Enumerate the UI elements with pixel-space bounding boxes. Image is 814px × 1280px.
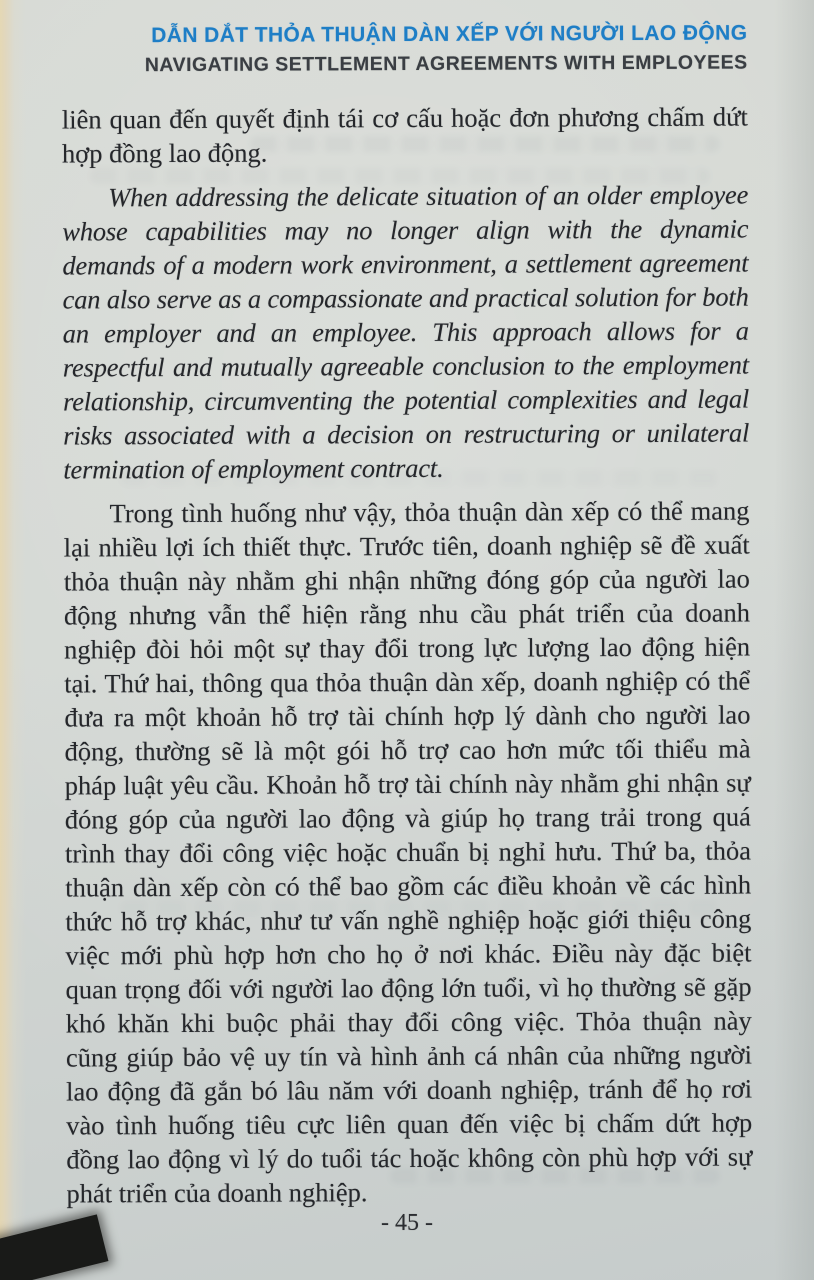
paragraph: When addressing the delicate situation of an older employee whose capabilities may no longer align with the dynamic demands of a modern work environment, a settlement agreement can also serve as a compassionate and practical solution for both an employer and an employee. This approach allows for a respectful and mutually agreeable conclusion to the employment relationship, circumventing the potential complexities and legal risks associated with a decision on restructuring or unilateral termination of employment contract. — [62, 179, 750, 485]
paragraph: liên quan đến quyết định tái cơ cấu hoặc đơn phương chấm dứt hợp đồng lao động. — [61, 101, 748, 169]
paragraph: Trong tình huống như vậy, thỏa thuận dàn xếp có thể mang lại nhiều lợi ích thiết thực. Trước tiên, doanh nghiệp sẽ đề xuất thỏa thuận này nhằm ghi nhận những đóng góp của người lao động nhưng vẫn thể hiện rằng nhu cầu phát triển của doanh nghiệp đòi hỏi một sự thay đổi trong lực lượng lao động hiện tại. Thứ hai, thông qua thỏa thuận dàn xếp, doanh nghiệp có thể đưa ra một khoản hỗ trợ tài chính hợp lý dành cho người lao động, thường sẽ là một gói hỗ trợ cao hơn mức tối thiểu mà pháp luật yêu cầu. Khoản hỗ trợ tài chính này nhằm ghi nhận sự đóng góp của người lao động và giúp họ trang trải trong quá trình thay đổi công việc hoặc chuẩn bị nghỉ hưu. Thứ ba, thỏa thuận dàn xếp còn có thể bao gồm các điều khoản về các hình thức hỗ trợ khác, như tư vấn nghề nghiệp hoặc giới thiệu công việc mới phù hợp hơn cho họ ở nơi khác. Điều này đặc biệt quan trọng đối với người lao động lớn tuổi, vì họ thường sẽ gặp khó khăn khi buộc phải thay đổi công việc. Thỏa thuận này cũng giúp bảo vệ uy tín và hình ảnh cá nhân của những người lao động đã gắn bó lâu năm với doanh nghiệp, tránh để họ rơi vào tình huống tiêu cực liên quan đến việc bị chấm dứt hợp đồng lao động vì lý do tuổi tác hoặc không còn phù hợp với sự phát triển của doanh nghiệp. — [63, 495, 753, 1209]
page-content — [61, 21, 752, 1221]
chapter-title-vietnamese: DẪN DẮT THỎA THUẬN DÀN XẾP VỚI NGƯỜI LAO ĐỘNG — [151, 21, 748, 48]
page-number: - 45 - — [381, 1210, 433, 1236]
chapter-title-english: NAVIGATING SETTLEMENT AGREEMENTS WITH EMPLOYEES — [144, 51, 748, 77]
running-header — [61, 21, 747, 79]
page-gutter-edge — [0, 0, 26, 1280]
page-edge-shadow — [774, 0, 814, 1280]
body-text — [62, 100, 753, 1211]
